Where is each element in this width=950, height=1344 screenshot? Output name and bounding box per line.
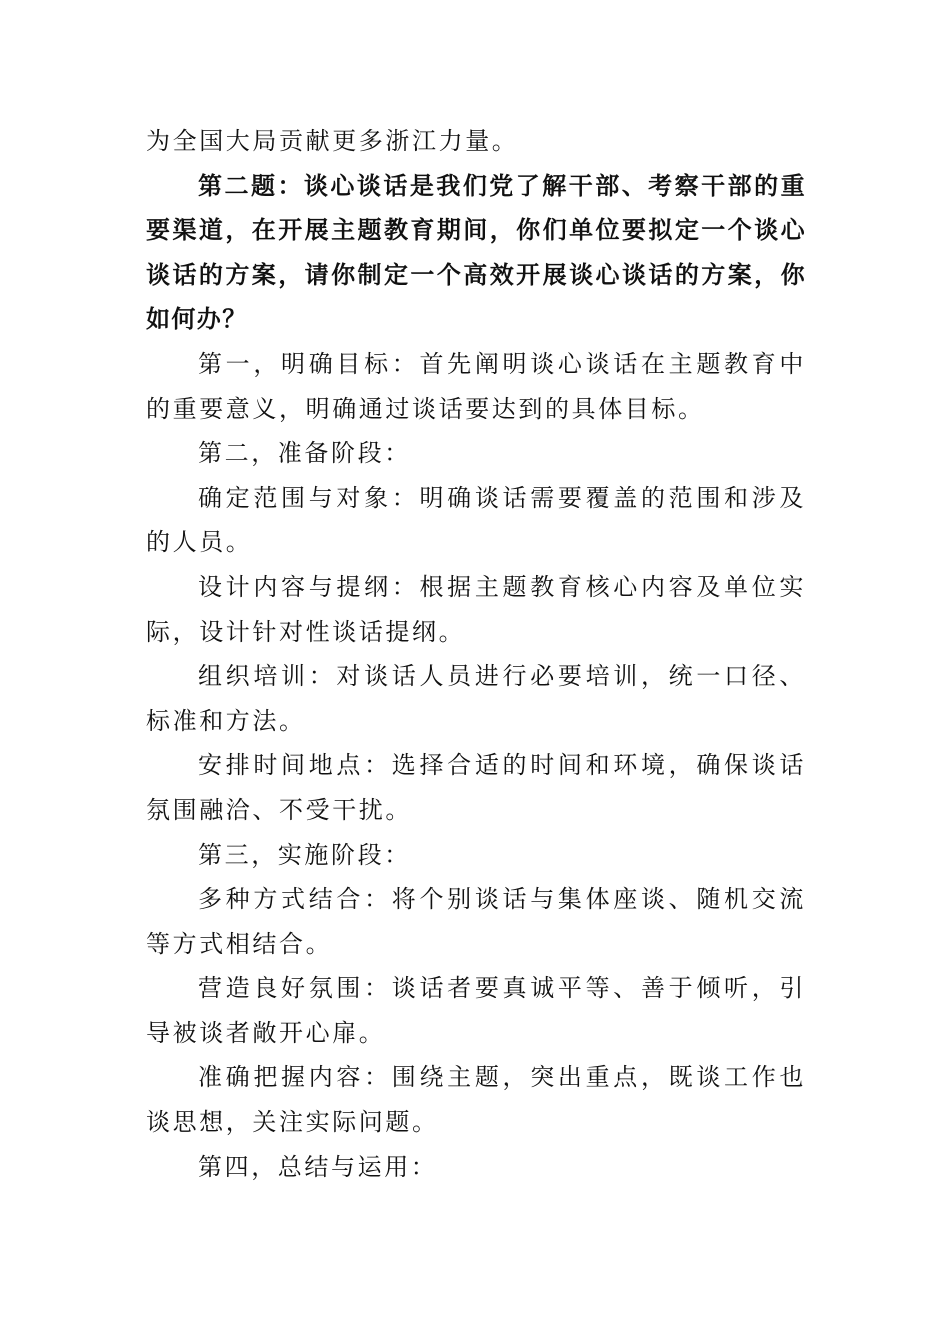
- paragraph-training: 组织培训：对谈话人员进行必要培训，统一口径、标准和方法。: [146, 662, 806, 735]
- question-heading: 第二题：谈心谈话是我们党了解干部、考察干部的重要渠道，在开展主题教育期间，你们单位要拟定一个谈心谈话的方案，请你制定一个高效开展谈心谈话的方案，你如何办？: [146, 171, 806, 334]
- paragraph-time-place: 安排时间地点：选择合适的时间和环境，确保谈话氛围融洽、不受干扰。: [146, 751, 806, 824]
- paragraph-content-focus: 准确把握内容：围绕主题，突出重点，既谈工作也谈思想，关注实际问题。: [146, 1063, 806, 1137]
- paragraph-step-two-heading: 第二，准备阶段：: [198, 439, 411, 468]
- document-body: [146, 119, 806, 1189]
- paragraph-step-three-heading: 第三，实施阶段：: [198, 840, 411, 869]
- paragraph-step-four-heading: 第四，总结与运用：: [198, 1152, 438, 1181]
- paragraph-content-outline: 设计内容与提纲：根据主题教育核心内容及单位实际，设计针对性谈话提纲。: [146, 572, 806, 646]
- paragraph-continuation: 为全国大局贡献更多浙江力量。: [146, 127, 519, 155]
- paragraph-scope-and-targets: 确定范围与对象：明确谈话需要覆盖的范围和涉及的人员。: [146, 483, 806, 557]
- paragraph-step-one-goal: 第一，明确目标：首先阐明谈心谈话在主题教育中的重要意义，明确通过谈话要达到的具体目标。: [146, 349, 806, 423]
- paragraph-atmosphere: 营造良好氛围：谈话者要真诚平等、善于倾听，引导被谈者敞开心扉。: [146, 974, 806, 1047]
- paragraph-combined-methods: 多种方式结合：将个别谈话与集体座谈、随机交流等方式相结合。: [146, 885, 806, 958]
